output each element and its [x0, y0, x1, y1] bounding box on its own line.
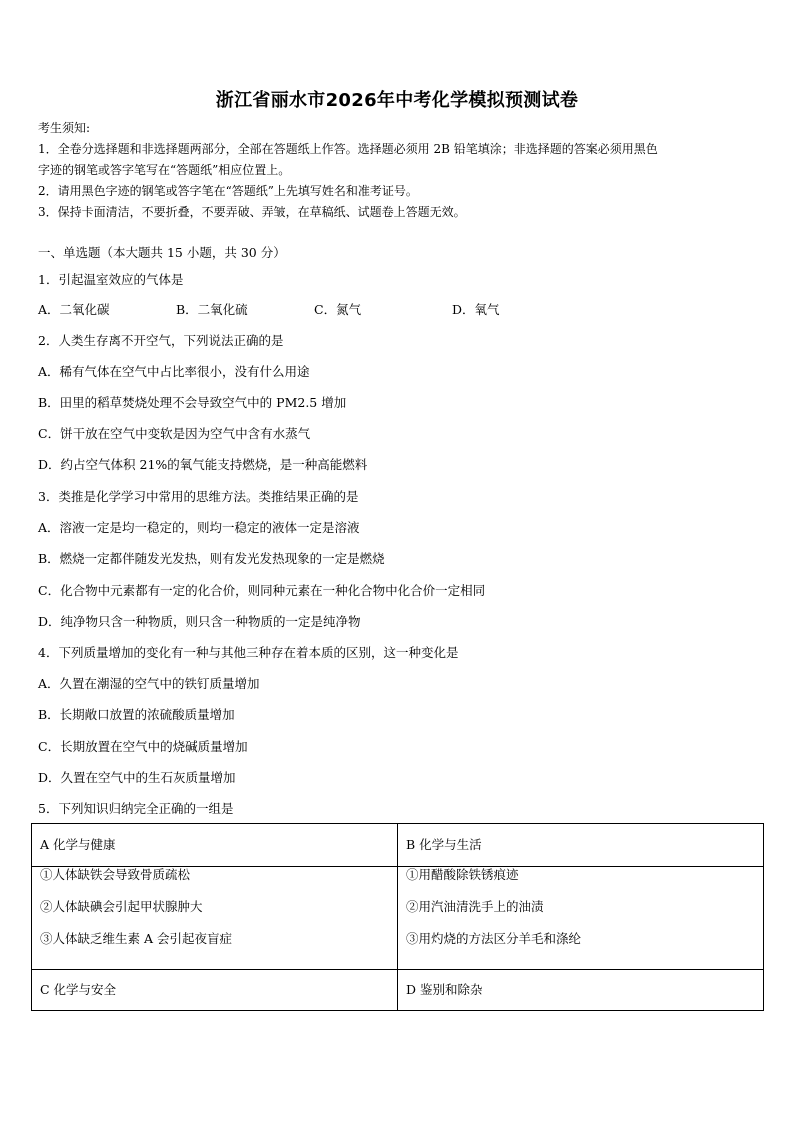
b-item-3: ③用灼烧的方法区分羊毛和涤纶 [406, 931, 582, 946]
option-a: A．二氧化碳 [38, 302, 110, 317]
question-3-option-b: B．燃烧一定都伴随发光发热，则有发光发热现象的一定是燃烧 [38, 551, 385, 566]
b-item-1: ①用醋酸除铁锈痕迹 [406, 867, 519, 882]
question-5-stem: 5．下列知识归纳完全正确的一组是 [38, 801, 234, 816]
notice-line-1: 1．全卷分选择题和非选择题两部分，全部在答题纸上作答。选择题必须用 2B 铅笔填涂；非选择题的答案必须用黑色 [38, 142, 658, 156]
cell-d-title: D 鉴别和除杂 [398, 970, 764, 1011]
cell-a-title: A 化学与健康 [32, 824, 398, 867]
question-2-option-b: B．田里的稻草焚烧处理不会导致空气中的 PM2.5 增加 [38, 395, 347, 410]
question-2-option-c: C．饼干放在空气中变软是因为空气中含有水蒸气 [38, 426, 311, 441]
option-d: D．氧气 [452, 302, 500, 317]
knowledge-table [31, 823, 764, 1011]
question-2-stem: 2．人类生存离不开空气，下列说法正确的是 [38, 333, 284, 348]
question-1-stem: 1．引起温室效应的气体是 [38, 272, 184, 287]
option-c: C．氮气 [314, 302, 362, 317]
notice-line-3: 2．请用黑色字迹的钢笔或答字笔在“答题纸”上先填写姓名和准考证号。 [38, 184, 418, 198]
cell-b-title: B 化学与生活 [398, 824, 764, 867]
a-item-2: ②人体缺碘会引起甲状腺肿大 [40, 899, 203, 914]
question-3-option-d: D．纯净物只含一种物质，则只含一种物质的一定是纯净物 [38, 614, 361, 629]
question-4-option-a: A．久置在潮湿的空气中的铁钉质量增加 [38, 676, 260, 691]
exam-title: 浙江省丽水市2026年中考化学模拟预测试卷 [215, 90, 579, 111]
question-4-option-d: D．久置在空气中的生石灰质量增加 [38, 770, 236, 785]
notice-line-4: 3．保持卡面清洁，不要折叠，不要弄破、弄皱，在草稿纸、试题卷上答题无效。 [38, 205, 466, 219]
question-4-option-b: B．长期敞口放置的浓硫酸质量增加 [38, 707, 235, 722]
cell-c-title: C 化学与安全 [32, 970, 398, 1011]
cell-a-items [32, 867, 398, 970]
question-4-option-c: C．长期放置在空气中的烧碱质量增加 [38, 739, 248, 754]
question-3-option-a: A．溶液一定是均一稳定的，则均一稳定的液体一定是溶液 [38, 520, 360, 535]
b-item-2: ②用汽油清洗手上的油渍 [406, 899, 544, 914]
a-item-1: ①人体缺铁会导致骨质疏松 [40, 867, 191, 882]
section-heading: 一、单选题（本大题共 15 小题，共 30 分） [38, 245, 286, 260]
cell-b-items [398, 867, 764, 970]
question-4-stem: 4．下列质量增加的变化有一种与其他三种存在着本质的区别，这一种变化是 [38, 645, 459, 660]
option-b: B．二氧化硫 [176, 302, 248, 317]
notice-heading: 考生须知: [38, 121, 91, 135]
question-3-stem: 3．类推是化学学习中常用的思维方法。类推结果正确的是 [38, 489, 359, 504]
notice-line-2: 字迹的钢笔或答字笔写在“答题纸”相应位置上。 [38, 163, 291, 177]
question-2-option-a: A．稀有气体在空气中占比率很小，没有什么用途 [38, 364, 310, 379]
question-3-option-c: C．化合物中元素都有一定的化合价，则同种元素在一种化合物中化合价一定相同 [38, 583, 486, 598]
a-item-3: ③人体缺乏维生素 A 会引起夜盲症 [40, 931, 232, 946]
question-2-option-d: D．约占空气体积 21%的氧气能支持燃烧，是一种高能燃料 [38, 457, 368, 472]
